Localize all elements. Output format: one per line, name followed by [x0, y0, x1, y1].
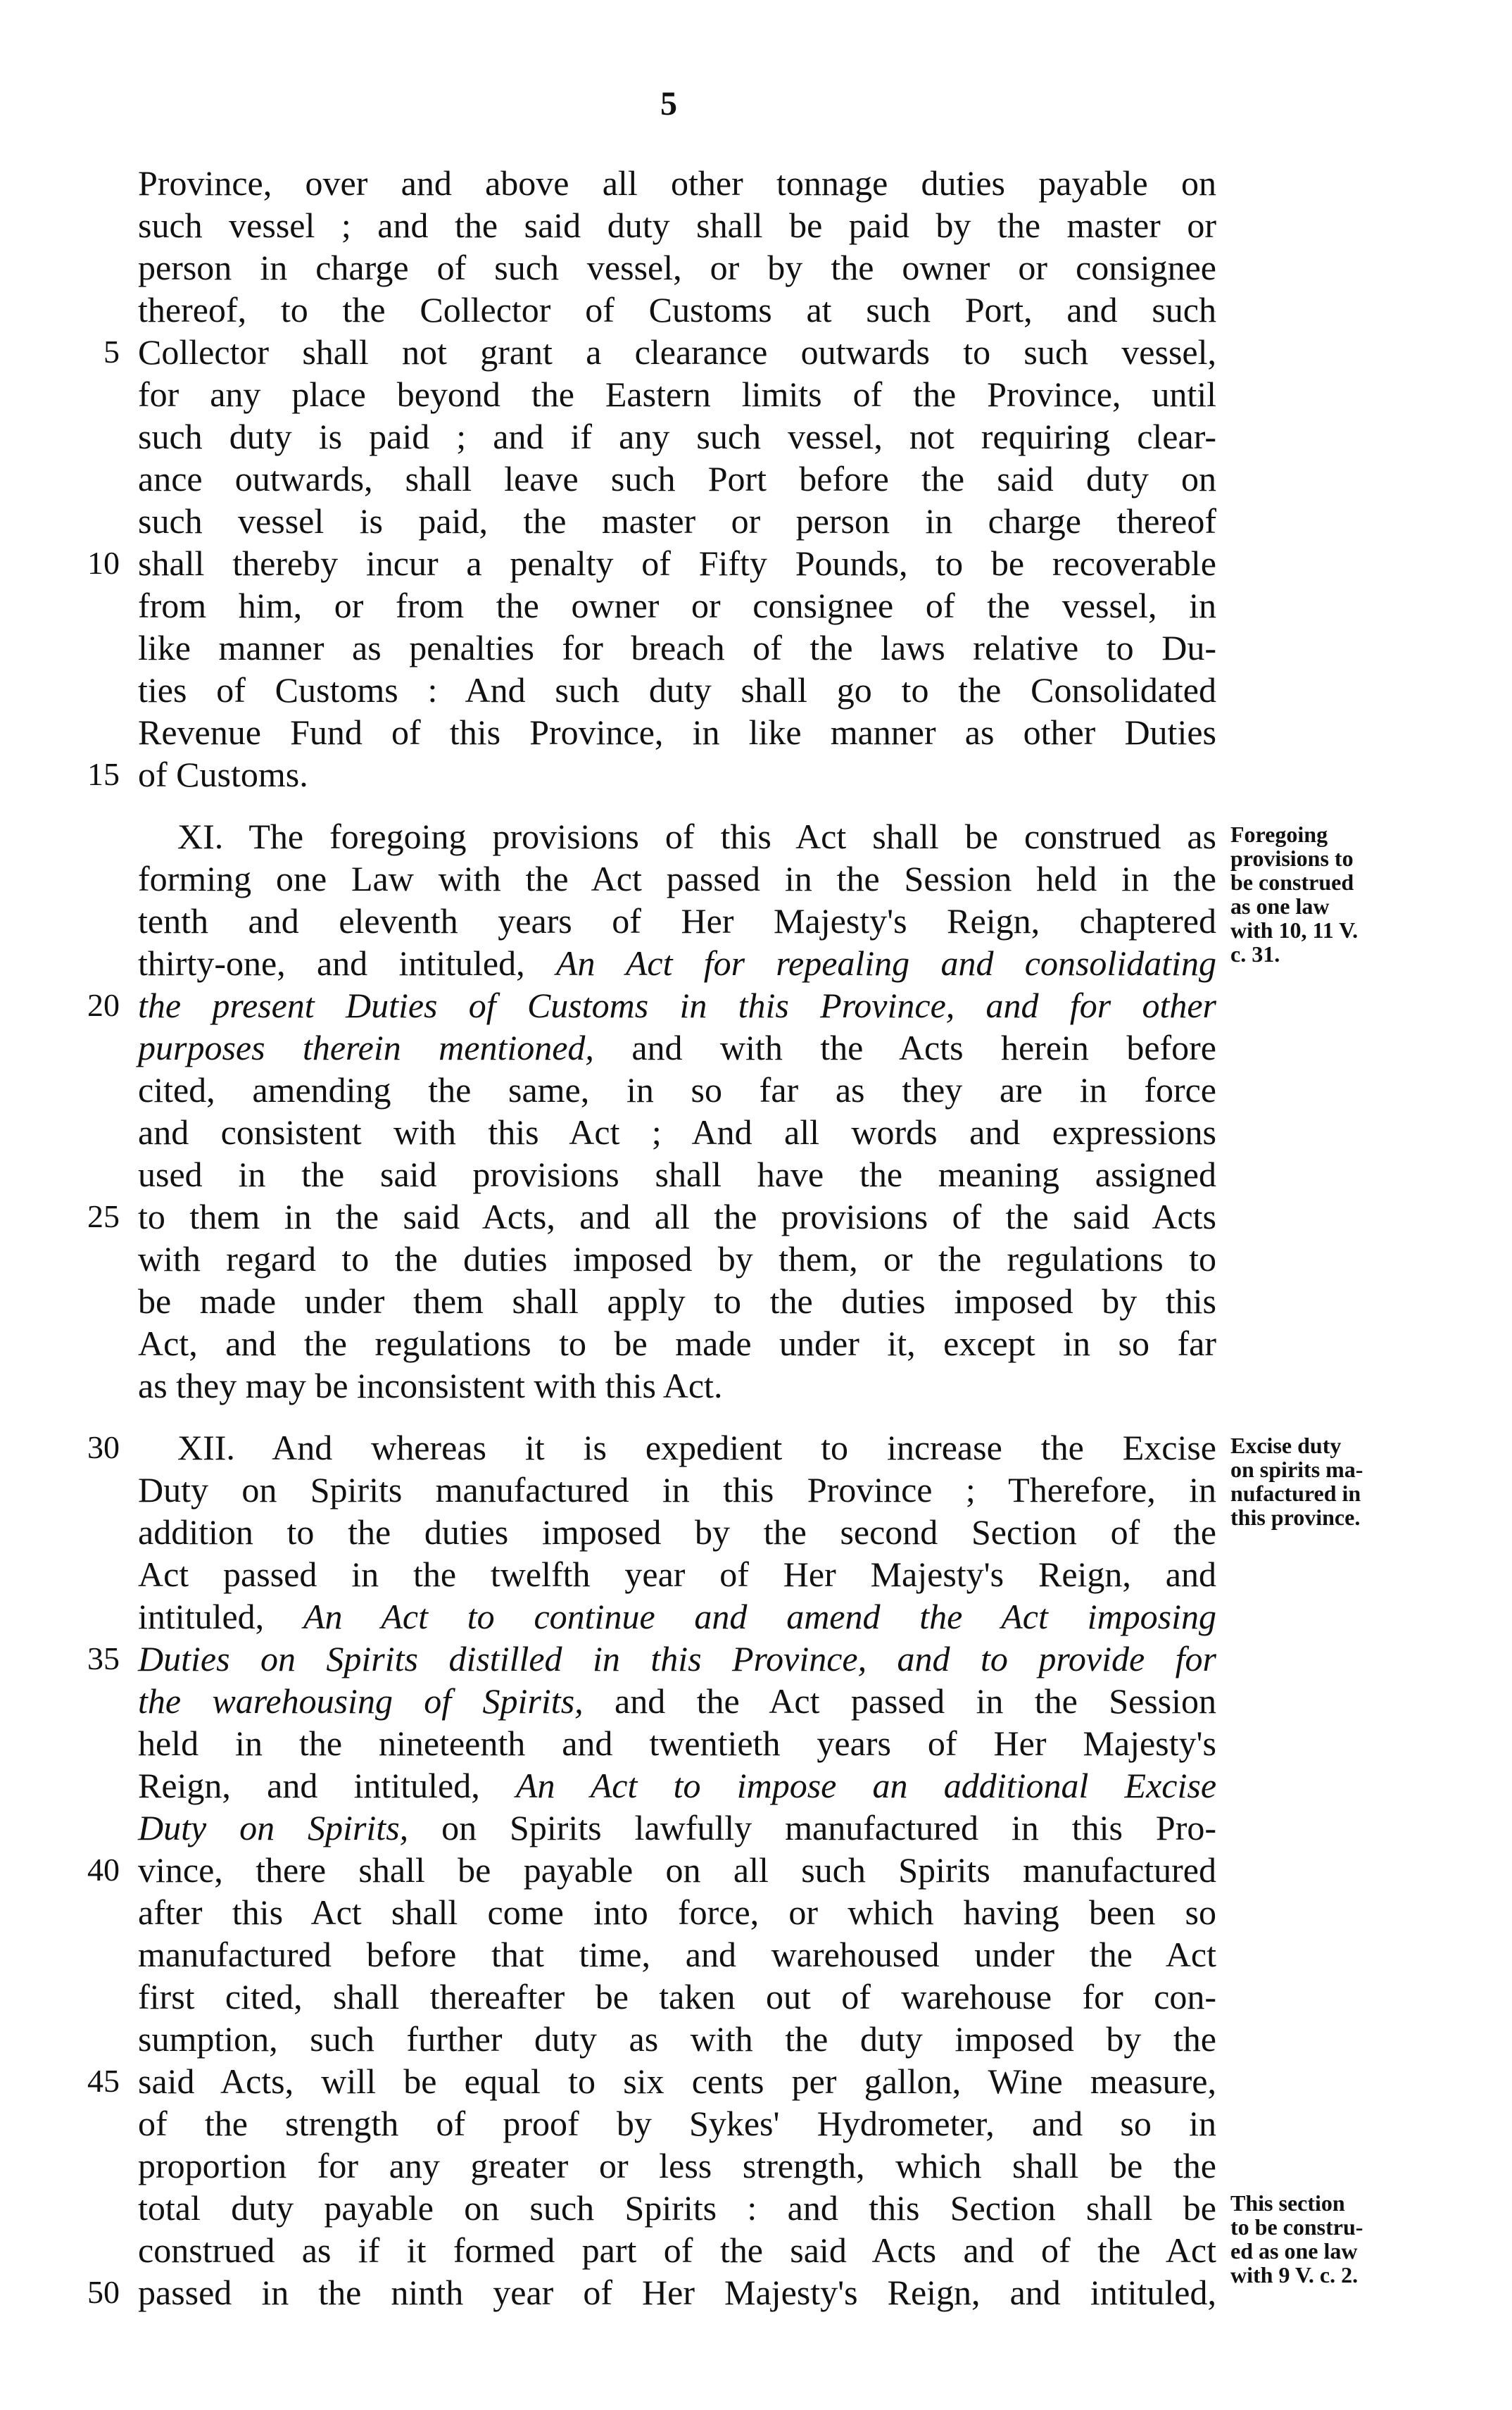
text-line: ties of Customs : And such duty shall go to the Consolidated	[138, 670, 1216, 710]
text-line: as they may be inconsistent with this Act.	[138, 1366, 723, 1405]
text-line: vince, there shall be payable on all such Spirits manufactured	[138, 1850, 1216, 1890]
text-line: shall thereby incur a penalty of Fifty Pounds, to be recoverable	[138, 544, 1216, 583]
text-line: to them in the said Acts, and all the provisions of the said Acts	[138, 1197, 1216, 1236]
text-line: Collector shall not grant a clearance outwards to such vessel,	[138, 332, 1216, 372]
text-line: first cited, shall thereafter be taken out of warehouse for con-	[138, 1977, 1216, 2016]
line-number: 5	[103, 334, 120, 370]
line-number: 10	[87, 545, 120, 581]
line-number: 45	[87, 2063, 120, 2099]
text-line: thirty-one, and intituled, An Act for repealing and consolidating	[138, 943, 1216, 983]
margin-note-section-xii-end: This section to be constru- ed as one law with 9 V. c. 2.	[1230, 2190, 1363, 2287]
text-line: Province, over and above all other tonnage duties payable on	[138, 163, 1216, 203]
text-line: used in the said provisions shall have the meaning assigned	[138, 1155, 1216, 1194]
text-line: such vessel ; and the said duty shall be paid by the master or	[138, 206, 1216, 245]
text-line: and consistent with this Act ; And all words and expressions	[138, 1112, 1216, 1152]
text-line: thereof, to the Collector of Customs at such Port, and such	[138, 290, 1216, 330]
text-line: from him, or from the owner or consignee of the vessel, in	[138, 586, 1216, 625]
line-number: 25	[87, 1198, 120, 1234]
text-line: the warehousing of Spirits, and the Act passed in the Session	[138, 1681, 1217, 1721]
text-line: such duty is paid ; and if any such vessel, not requiring clear-	[138, 417, 1216, 456]
text-line: with regard to the duties imposed by them, or the regulations to	[138, 1239, 1216, 1279]
text-line: proportion for any greater or less strength, which shall be the	[138, 2146, 1216, 2185]
text-line: tenth and eleventh years of Her Majesty's Reign, chaptered	[138, 901, 1216, 941]
page-number: 5	[660, 85, 677, 123]
text-line: the present Duties of Customs in this Province, and for other	[138, 986, 1216, 1025]
text-line: be made under them shall apply to the duties imposed by this	[138, 1281, 1216, 1321]
text-line: ance outwards, shall leave such Port before the said duty on	[138, 459, 1216, 498]
text-line: addition to the duties imposed by the second Section of the	[138, 1512, 1216, 1552]
text-line: person in charge of such vessel, or by the owner or consignee	[138, 248, 1216, 287]
text-line: purposes therein mentioned, and with the Acts herein before	[138, 1028, 1217, 1067]
text-line: Act passed in the twelfth year of Her Majesty's Reign, and	[138, 1555, 1216, 1594]
text-line: sumption, such further duty as with the duty imposed by the	[138, 2019, 1216, 2059]
text-line: said Acts, will be equal to six cents per gallon, Wine measure,	[138, 2061, 1216, 2101]
text-line: Duty on Spirits, on Spirits lawfully manufactured in this Pro-	[138, 1808, 1216, 1847]
text-line: construed as if it formed part of the said Acts and of the Act	[138, 2230, 1216, 2270]
section-xi-first-line: XI. The foregoing provisions of this Act shall be construed as	[177, 817, 1216, 856]
text-line: Revenue Fund of this Province, in like manner as other Duties	[138, 713, 1216, 752]
text-line: Duty on Spirits manufactured in this Province ; Therefore, in	[138, 1470, 1216, 1510]
margin-note-section-xi: Foregoing provisions to be construed as one law with 10, 11 V. c. 31.	[1230, 822, 1359, 967]
text-line: such vessel is paid, the master or person in charge thereof	[138, 501, 1216, 541]
line-number: 20	[87, 987, 120, 1023]
text-line: cited, amending the same, in so far as they are in force	[138, 1070, 1216, 1110]
text-line: total duty payable on such Spirits : and this Section shall be	[138, 2188, 1216, 2228]
line-number: 15	[87, 756, 120, 792]
text-line: after this Act shall come into force, or which having been so	[138, 1893, 1216, 1932]
text-line: forming one Law with the Act passed in the Session held in the	[138, 859, 1216, 898]
line-number: 40	[87, 1852, 120, 1888]
text-line: intituled, An Act to continue and amend the Act imposing	[138, 1597, 1217, 1636]
text-line: held in the nineteenth and twentieth years of Her Majesty's	[138, 1724, 1216, 1763]
text-line: of Customs.	[138, 755, 308, 794]
text-line: manufactured before that time, and warehoused under the Act	[138, 1935, 1216, 1974]
text-line: Act, and the regulations to be made under it, except in so far	[138, 1324, 1216, 1363]
text-line: like manner as penalties for breach of the laws relative to Du-	[138, 628, 1216, 667]
text-line: Duties on Spirits distilled in this Province, and to provide for	[138, 1639, 1216, 1678]
margin-note-section-xii: Excise duty on spirits ma- nufactured in this province.	[1230, 1433, 1363, 1530]
section-xii-first-line: XII. And whereas it is expedient to increase the Excise	[177, 1428, 1216, 1467]
text-line: passed in the ninth year of Her Majesty's Reign, and intituled,	[138, 2273, 1216, 2312]
line-number: 30	[87, 1429, 120, 1465]
text-line: for any place beyond the Eastern limits of the Province, until	[138, 375, 1216, 414]
line-number: 35	[87, 1640, 120, 1676]
line-number: 50	[87, 2274, 120, 2310]
text-line: Reign, and intituled, An Act to impose an additional Excise	[138, 1766, 1217, 1805]
text-line: of the strength of proof by Sykes' Hydrometer, and so in	[138, 2104, 1216, 2143]
